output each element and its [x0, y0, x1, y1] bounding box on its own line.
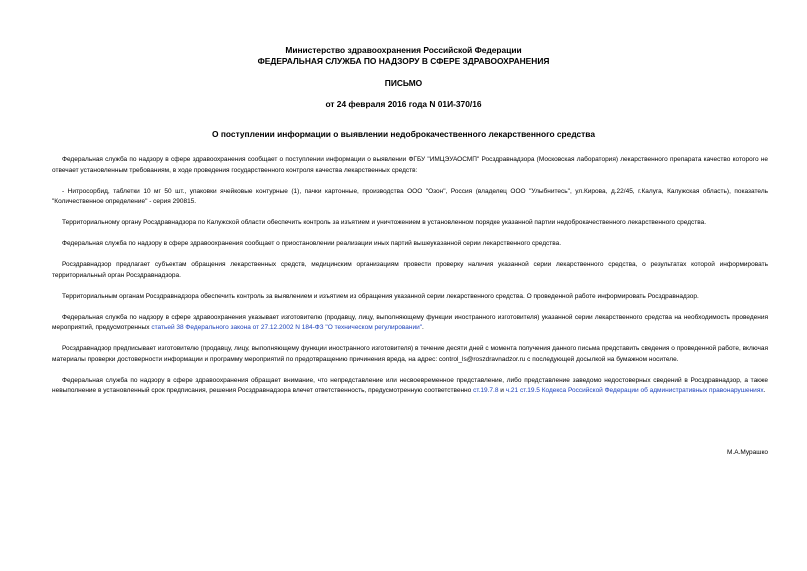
law-link[interactable]: статьей 38 Федерального закона от 27.12.2002 N 184-ФЗ "О техническом регулировании"	[151, 324, 423, 332]
paragraph-9-text: Федеральная служба по надзору в сфере здравоохранения обращает внимание, что непредставление или несвоевременное представление, либо представление заведомо недостоверных сведений в Росздравнадзор, а также невыполнение в установленный срок предписания, решения Росздравнадзора влечет ответственность, предусмотренную соответственно	[52, 376, 768, 395]
paragraph-9	[52, 376, 768, 397]
code-article-link-2[interactable]: ч.21 ст.19.5 Кодекса Российской Федерации об административных правонарушениях	[505, 387, 764, 395]
paragraph-6: Территориальным органам Росздравнадзора обеспечить контроль за выявлением и изъятием из обращения указанной серии лекарственного средства. О проведенной работе информировать Росздравнадзор.	[62, 292, 699, 300]
paragraph-7-end: .	[422, 324, 424, 332]
letterhead	[0, 45, 807, 67]
document-subject: О поступлении информации о выявлении недоброкачественного лекарственного средства	[212, 129, 595, 139]
document-body	[52, 155, 768, 407]
paragraph-3: Территориальному органу Росздравнадзора по Калужской области обеспечить контроль за изъятием и уничтожением в установленном порядке указанной партии недоброкачественного лекарственного средства.	[62, 219, 707, 227]
paragraph-8: Росздравнадзор предписывает изготовителю (продавцу, лицу, выполняющему функции иностранного изготовителя) в течение десяти дней с момента получения данного письма представить сведения о проведенной работе, включая материалы проверки достоверности информации и программу мероприятий по предотвращению причинения вреда, на адрес: control_ls@roszdravnadzor.ru с последующей досылкой на бумажном носителе.	[52, 345, 768, 363]
ministry-name: Министерство здравоохранения Российской Федерации	[285, 45, 522, 55]
signature: М.А.Мурашко	[726, 449, 768, 456]
paragraph-5: Росздравнадзор предлагает субъектам обращения лекарственных средств, медицинским организациям провести проверку наличия указанной серии лекарственного средства, о результатах которой информировать территориальный орган Росздравнадзора.	[52, 261, 768, 279]
paragraph-9-mid: и	[498, 387, 506, 395]
paragraph-4: Федеральная служба по надзору в сфере здравоохранения сообщает о приостановлении реализации иных партий вышеуказанной серии лекарственного средства.	[62, 240, 562, 248]
paragraph-2: - Нитросорбид, таблетки 10 мг 50 шт., упаковки ячейковые контурные (1), пачки картонные, производства ООО "Озон", Россия (владелец ООО "Улыбнитесь", ул.Кирова, д.22/45, г.Калуга, Калужская область), показатель "Количественное определение" - серия 290815.	[52, 187, 768, 206]
paragraph-7-text: Федеральная служба по надзору в сфере здравоохранения указывает изготовителю (продавцу, лицу, выполняющему функции иностранного изготовителя) указанной серии лекарственного средства на необходимость проведения мероприятий, предусмотренных	[52, 313, 768, 332]
service-name: ФЕДЕРАЛЬНАЯ СЛУЖБА ПО НАДЗОРУ В СФЕРЕ ЗДРАВООХРАНЕНИЯ	[257, 56, 550, 66]
document-date: от 24 февраля 2016 года N 01И-370/16	[325, 99, 482, 109]
document-type: ПИСЬМО	[384, 78, 423, 88]
paragraph-9-end: .	[763, 387, 766, 395]
paragraph-7	[52, 313, 768, 334]
code-article-link-1[interactable]: ст.19.7.8	[473, 387, 499, 395]
paragraph-1: Федеральная служба по надзору в сфере здравоохранения сообщает о поступлении информации о выявлении ФГБУ "ИМЦЭУАОСМП" Росздравнадзора (Московская лаборатория) лекарственного препарата качество которого не отвечает установленным требованиям, в ходе проведения государственного контроля качества лекарственных средств:	[52, 156, 768, 174]
